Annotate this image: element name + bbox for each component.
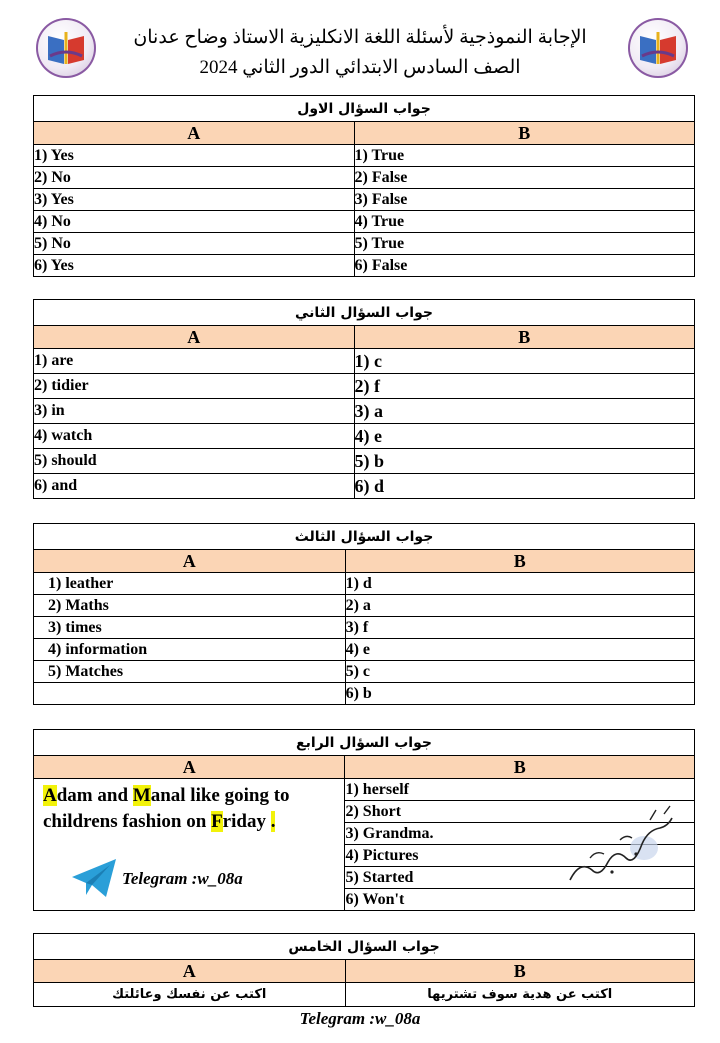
table-cell: 5) True [354,233,695,255]
q5-col-b: B [345,960,694,983]
table-cell: 2) Maths [34,595,346,617]
table-cell: 3) Yes [34,189,355,211]
story-cell [34,779,345,911]
table-cell [34,683,346,705]
table-cell: 6) b [345,683,694,705]
table-cell: 2) tidier [34,374,355,399]
table-cell: 2) False [354,167,695,189]
table-cell: 1) c [354,349,694,374]
story-fragment: anal like going to [150,785,290,806]
q3-table [33,523,695,705]
table-cell: 4) information [34,639,346,661]
telegram-link[interactable] [70,857,320,901]
table-cell: 2) Short [345,801,695,823]
q2-col-b: B [354,326,694,349]
highlight: . [270,811,276,832]
table-cell: 3) in [34,399,355,424]
table-cell: 6) Won't [345,889,695,911]
highlight: M [132,785,151,806]
q3-col-a: A [34,550,346,573]
table-cell: 4) e [345,639,694,661]
table-cell: 2) a [345,595,694,617]
table-cell: 5) c [345,661,694,683]
story-fragment: childrens fashion on [43,811,212,832]
header-subtitle: الصف السادس الابتدائي الدور الثاني 2024 [199,57,521,78]
book-logo [628,18,688,78]
q5-title: جواب السؤال الخامس [34,934,695,960]
table-cell: 2) No [34,167,355,189]
q3-col-b: B [345,550,694,573]
table-cell: 1) leather [34,573,346,595]
table-cell: 3) Grandma. [345,823,695,845]
story-fragment: riday [222,811,271,832]
highlight: F [211,811,223,832]
table-cell: 5) should [34,449,355,474]
q4-col-a: A [34,756,345,779]
q5-col-a: A [34,960,346,983]
highlight: A [43,785,57,806]
table-cell: اكتب عن نفسك وعائلتك [34,983,346,1007]
table-cell: 3) False [354,189,695,211]
story-text [43,783,290,835]
book-logo [36,18,96,78]
story-fragment: dam and [56,785,133,806]
footer-telegram: Telegram :w_08a [299,1009,421,1028]
table-cell: 3) f [345,617,694,639]
table-cell: 1) d [345,573,694,595]
table-cell: 1) herself [345,779,695,801]
q3-title: جواب السؤال الثالث [34,524,695,550]
table-cell: 4) watch [34,424,355,449]
q1-col-b: B [354,122,695,145]
table-cell: 6) d [354,474,694,499]
table-cell: 5) No [34,233,355,255]
telegram-label: Telegram :w_08a [122,869,243,888]
handwritten-signature [560,800,680,890]
table-cell: 6) False [354,255,695,277]
table-cell: 5) b [354,449,694,474]
q2-table [33,299,695,499]
table-cell: 2) f [354,374,694,399]
table-cell: 6) and [34,474,355,499]
q1-table [33,95,695,277]
q5-table [33,933,695,1007]
table-cell: 1) are [34,349,355,374]
q4-title: جواب السؤال الرابع [34,730,695,756]
table-cell: 5) Started [345,867,695,889]
q1-title: جواب السؤال الاول [34,96,695,122]
table-cell: 1) Yes [34,145,355,167]
q2-col-a: A [34,326,355,349]
table-cell: 3) a [354,399,694,424]
q2-title: جواب السؤال الثاني [34,300,695,326]
table-cell: 4) Pictures [345,845,695,867]
table-cell: 4) True [354,211,695,233]
q4-col-b: B [345,756,695,779]
table-cell: 3) times [34,617,346,639]
table-cell: 4) e [354,424,694,449]
table-cell: 4) No [34,211,355,233]
table-cell: 6) Yes [34,255,355,277]
page-header [0,0,720,90]
telegram-icon [70,857,118,899]
table-cell: 5) Matches [34,661,346,683]
table-cell: اكتب عن هدية سوف تشتريها [345,983,694,1007]
header-title: الإجابة النموذجية لأسئلة اللغة الانكليزية الاستاذ وضاح عدنان [133,27,587,48]
q1-col-a: A [34,122,355,145]
table-cell: 1) True [354,145,695,167]
